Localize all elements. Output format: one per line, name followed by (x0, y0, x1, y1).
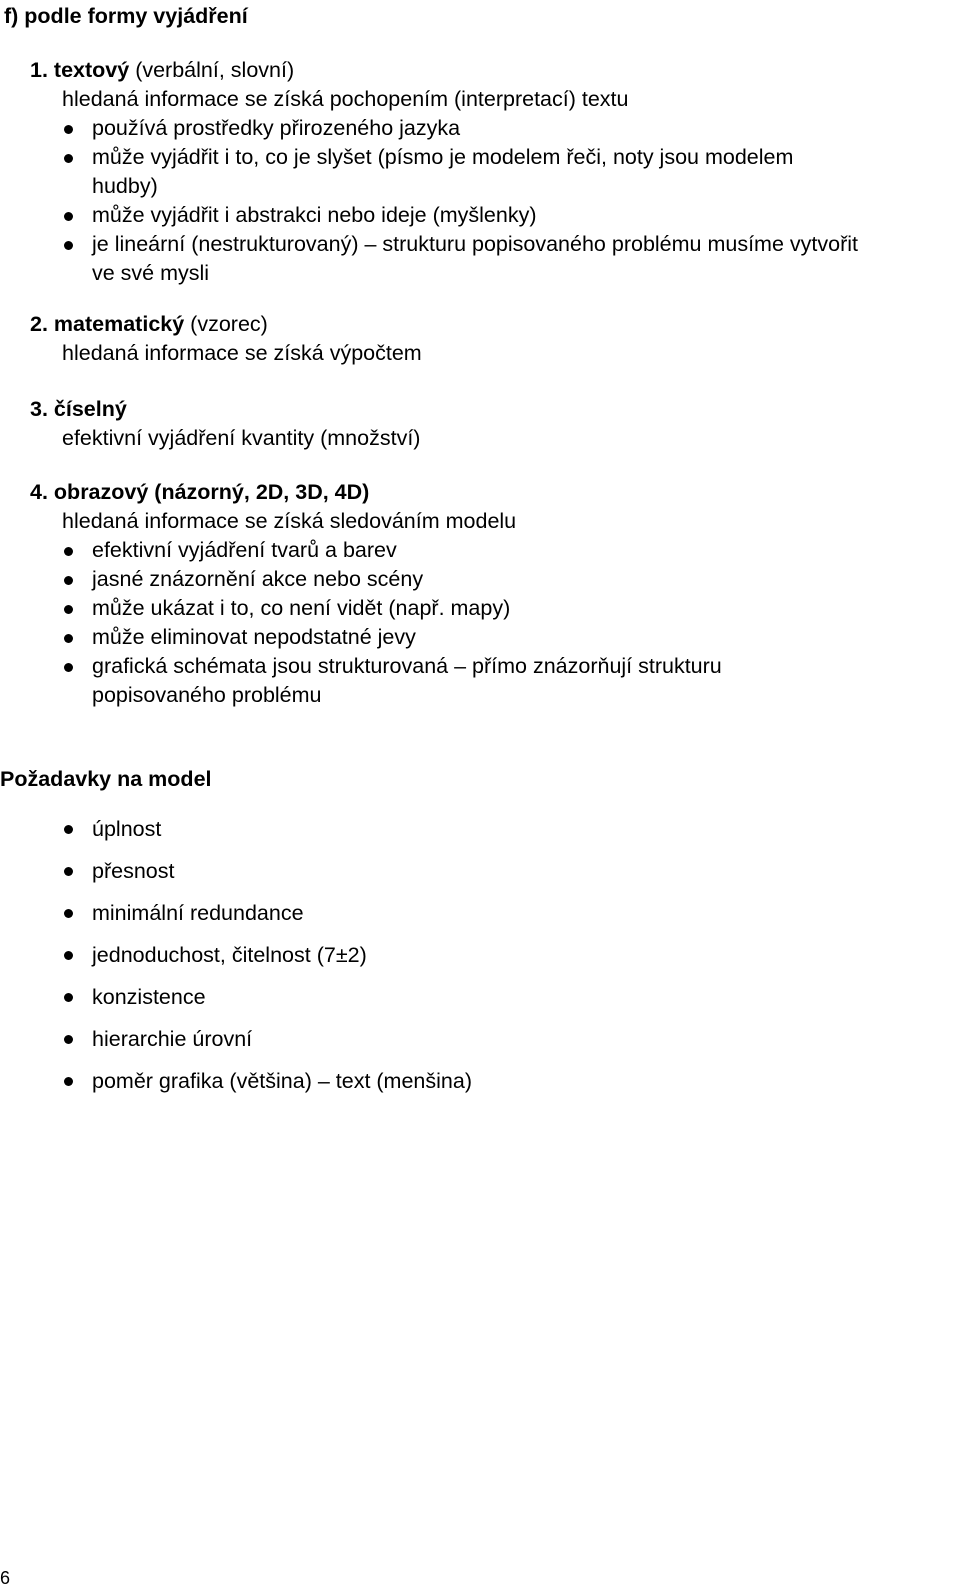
section-3-description: efektivní vyjádření kvantity (množství) (62, 426, 421, 450)
list-item: poměr grafika (většina) – text (menšina) (92, 1060, 472, 1102)
list-item: minimální redundance (92, 892, 472, 934)
requirements-list (92, 808, 472, 1102)
section-4-name: obrazový (názorný, 2D, 3D, 4D) (53, 480, 370, 504)
list-item: může eliminovat nepodstatné jevy (92, 623, 722, 652)
section-1-number: 1. (30, 58, 48, 82)
section-4-bullets (92, 536, 722, 710)
bullet-icon (64, 241, 73, 250)
section-3-name: číselný (53, 397, 127, 421)
section-3-title (30, 395, 127, 424)
section-2-number: 2. (30, 312, 48, 336)
bullet-icon (64, 825, 73, 834)
list-item-continuation: hudby) (92, 174, 158, 198)
requirements-heading: Požadavky na model (0, 767, 212, 791)
section-1-bullets (92, 114, 858, 288)
list-item: je lineární (nestrukturovaný) – strukturu popisovaného problému musíme vytvořit (92, 230, 858, 259)
list-item: úplnost (92, 808, 472, 850)
list-item: může ukázat i to, co není vidět (např. mapy) (92, 594, 722, 623)
section-3-number: 3. (30, 397, 48, 421)
section-2-description: hledaná informace se získá výpočtem (62, 341, 422, 365)
section-2-name: matematický (53, 312, 185, 336)
section-1-subtitle: (verbální, slovní) (129, 58, 295, 82)
list-item-continuation: popisovaného problému (92, 683, 322, 707)
list-item: používá prostředky přirozeného jazyka (92, 114, 858, 143)
page-number: 6 (0, 1568, 11, 1588)
bullet-icon (64, 212, 73, 221)
section-heading: f) podle formy vyjádření (4, 4, 248, 28)
bullet-icon (64, 154, 73, 163)
list-item: hierarchie úrovní (92, 1018, 472, 1060)
bullet-icon (64, 909, 73, 918)
bullet-icon (64, 605, 73, 614)
section-4-description: hledaná informace se získá sledováním modelu (62, 509, 517, 533)
bullet-icon (64, 951, 73, 960)
list-item: jednoduchost, čitelnost (7±2) (92, 934, 472, 976)
section-1-description: hledaná informace se získá pochopením (interpretací) textu (62, 87, 629, 111)
bullet-icon (64, 1077, 73, 1086)
bullet-icon (64, 125, 73, 134)
bullet-icon (64, 663, 73, 672)
section-1-name: textový (53, 58, 130, 82)
list-item: přesnost (92, 850, 472, 892)
section-1-title (30, 56, 294, 85)
bullet-icon (64, 634, 73, 643)
bullet-icon (64, 547, 73, 556)
list-item: může vyjádřit i abstrakci nebo ideje (myšlenky) (92, 201, 858, 230)
bullet-icon (64, 576, 73, 585)
section-2-title (30, 310, 268, 339)
list-item: jasné znázornění akce nebo scény (92, 565, 722, 594)
bullet-icon (64, 867, 73, 876)
list-item: může vyjádřit i to, co je slyšet (písmo je modelem řeči, noty jsou modelem (92, 143, 858, 172)
section-4-title (30, 478, 369, 507)
list-item-continuation: ve své mysli (92, 261, 210, 285)
section-2-subtitle: (vzorec) (184, 312, 268, 336)
section-4-number: 4. (30, 480, 48, 504)
bullet-icon (64, 1035, 73, 1044)
list-item: grafická schémata jsou strukturovaná – přímo znázorňují strukturu (92, 652, 722, 681)
list-item: konzistence (92, 976, 472, 1018)
bullet-icon (64, 993, 73, 1002)
list-item: efektivní vyjádření tvarů a barev (92, 536, 722, 565)
